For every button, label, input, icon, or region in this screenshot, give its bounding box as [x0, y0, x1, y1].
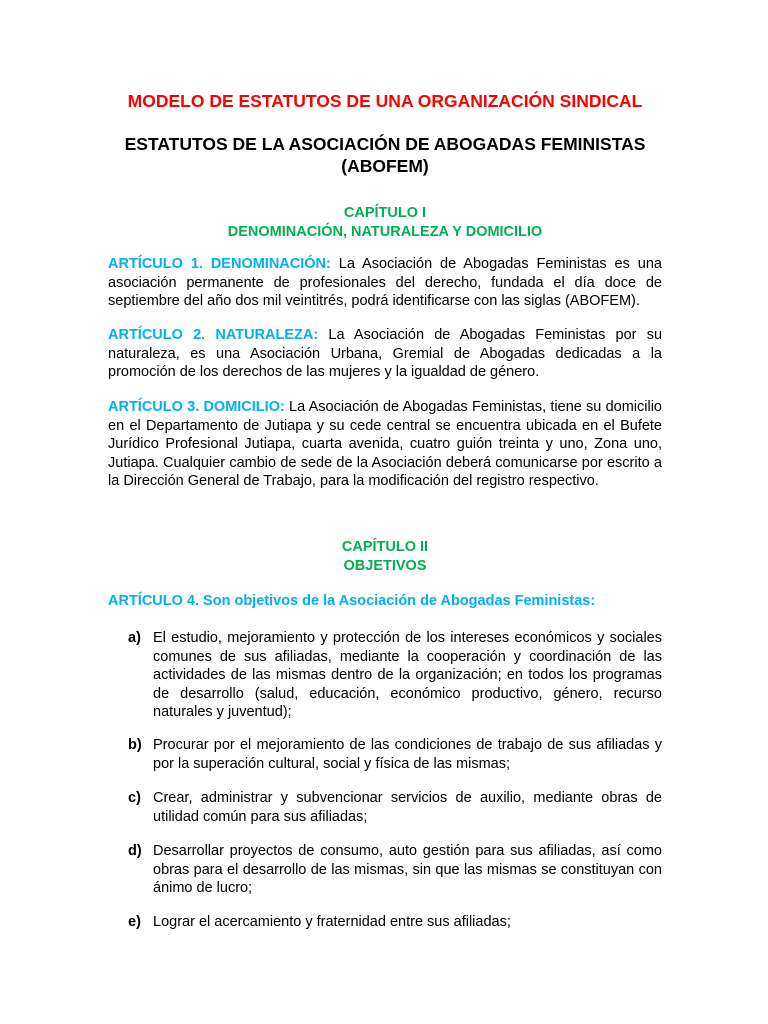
objective-e — [128, 913, 662, 932]
statute-title-line2: (ABOFEM) — [341, 156, 429, 176]
article-1-heading: ARTÍCULO 1. DENOMINACIÓN: — [108, 256, 331, 272]
objective-c-text: Crear, administrar y subvencionar servicios de auxilio, mediante obras de utilidad común para sus afiliadas; — [153, 790, 662, 825]
objective-b — [128, 736, 662, 773]
article-2-heading: ARTÍCULO 2. NATURALEZA: — [108, 327, 319, 343]
statute-title — [108, 133, 662, 177]
article-4-heading: ARTÍCULO 4. Son objetivos de la Asociación de Abogadas Feministas: — [108, 593, 596, 609]
objective-a-text: El estudio, mejoramiento y protección de los intereses económicos y sociales comunes de sus afiliadas, mediante la cooperación y coordinación de las actividades de las mismas dentro de la organización; en todos los programas de desarrollo (salud, educación, económico productivo, género, recurso naturales y juventud); — [153, 630, 662, 720]
article-1-body: La Asociación de Abogadas Feministas es una asociación permanente de profesionales del derecho, fundada el día doce de septiembre del año dos mil veintitrés, podrá identificarse con las siglas (ABOFEM). — [108, 256, 662, 309]
chapter-1-heading — [108, 204, 662, 241]
objective-d-marker: d) — [128, 843, 142, 859]
objective-c-marker: c) — [128, 790, 141, 806]
chapter-1-label: CAPÍTULO I — [343, 205, 427, 221]
objective-b-text: Procurar por el mejoramiento de las condiciones de trabajo de sus afiliadas y por la superación cultural, social y física de las mismas; — [153, 737, 662, 772]
objective-b-marker: b) — [128, 737, 142, 753]
objective-d — [128, 842, 662, 898]
document-title: MODELO DE ESTATUTOS DE UNA ORGANIZACIÓN SINDICAL — [127, 91, 643, 111]
objective-a — [128, 629, 662, 722]
statute-title-line1: ESTATUTOS DE LA ASOCIACIÓN DE ABOGADAS FEMINISTAS — [124, 134, 646, 154]
chapter-1-name: DENOMINACIÓN, NATURALEZA Y DOMICILIO — [227, 223, 543, 240]
objective-e-text: Lograr el acercamiento y fraternidad entre sus afiliadas; — [153, 914, 511, 930]
article-2 — [108, 326, 662, 382]
article-2-body: La Asociación de Abogadas Feministas por su naturaleza, es una Asociación Urbana, Gremial de Abogadas dedicadas a la promoción de los derechos de las mujeres y la igualdad de género. — [108, 327, 663, 380]
objective-a-marker: a) — [128, 630, 141, 646]
chapter-2-name: OBJETIVOS — [343, 557, 427, 574]
article-1 — [108, 255, 662, 311]
article-3 — [108, 398, 662, 491]
article-4 — [108, 592, 662, 611]
objective-e-marker: e) — [128, 914, 141, 930]
objective-d-text: Desarrollar proyectos de consumo, auto gestión para sus afiliadas, así como obras para el desarrollo de las mismas, sin que las mismas se constituyan con ánimo de lucro; — [153, 843, 662, 896]
chapter-2-label: CAPÍTULO II — [341, 539, 429, 555]
objective-c — [128, 789, 662, 826]
article-3-body: La Asociación de Abogadas Feministas, tiene su domicilio en el Departamento de Jutiapa y su cede central se encuentra ubicada en el Bufete Jurídico Profesional Jutiapa, cuarta avenida, cuatro guión treinta y uno, Zona uno, Jutiapa. Cualquier cambio de sede de la Asociación deberá comunicarse por escrito a la Dirección General de Trabajo, para la modificación del registro respectivo. — [108, 399, 662, 489]
chapter-2-heading — [108, 538, 662, 575]
article-3-heading: ARTÍCULO 3. DOMICILIO: — [108, 399, 285, 415]
